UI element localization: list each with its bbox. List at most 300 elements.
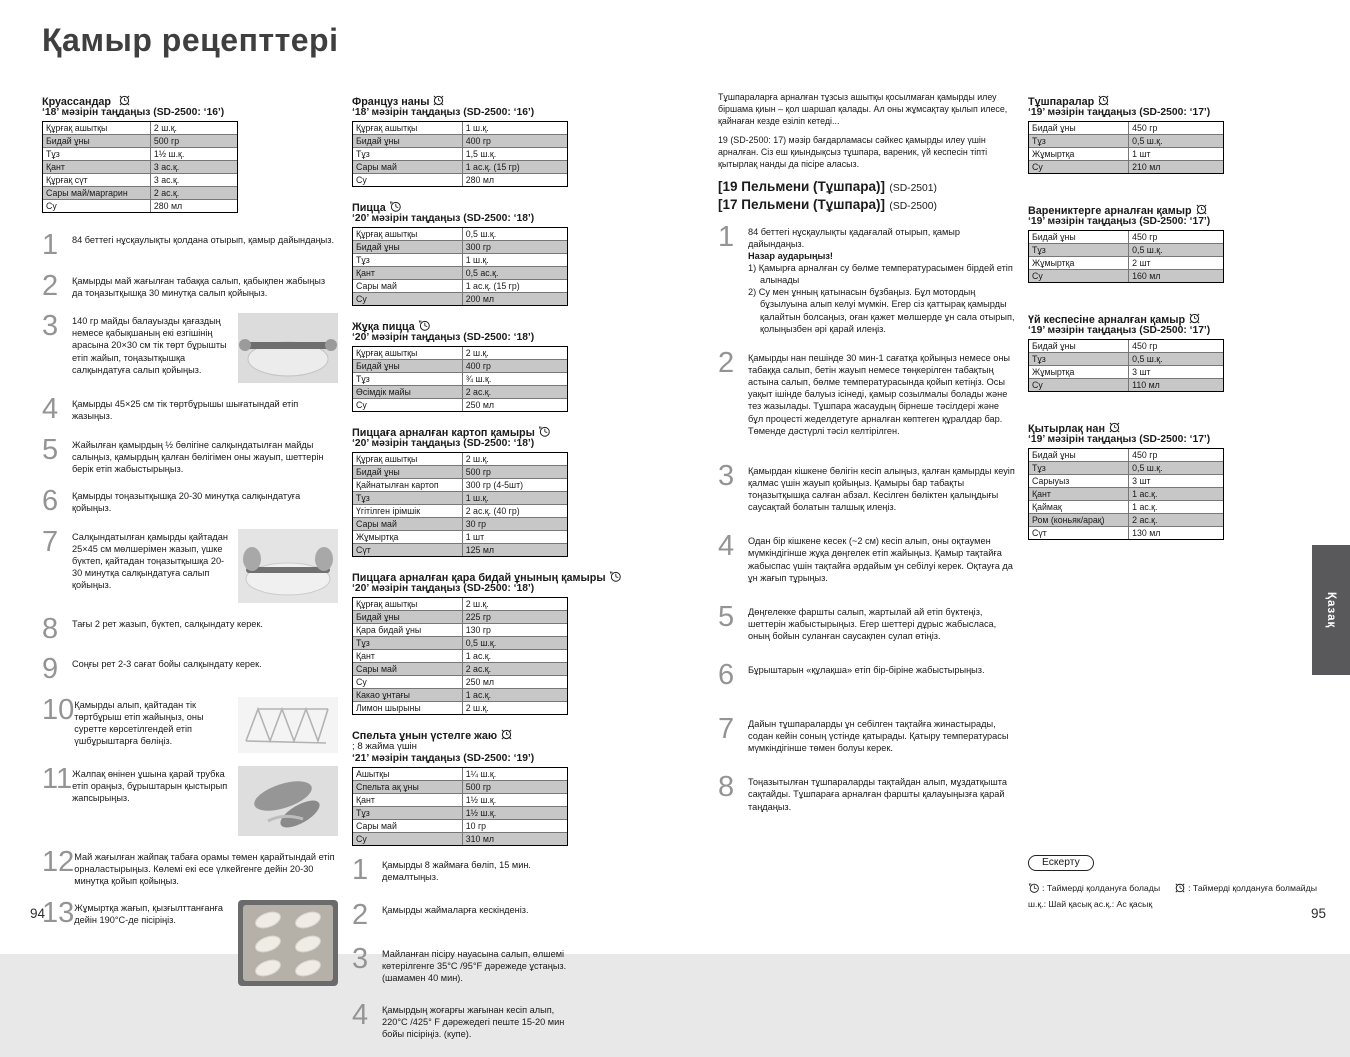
ingredient-name: Тұз: [1029, 135, 1129, 147]
ingredient-amount: 225 гр: [463, 611, 567, 623]
timer-clock-icon: [606, 568, 622, 585]
ingredient-amount: 1 ас.қ.: [1129, 488, 1223, 500]
ingredient-name: Су: [1029, 161, 1129, 173]
recipe-spelt-flatbread: [352, 726, 568, 846]
ingredient-name: Бидай ұны: [353, 466, 463, 478]
ingredient-name: Су: [353, 833, 463, 845]
no-timer-icon: [1174, 882, 1188, 894]
page-title: Қамыр рецепттері: [42, 22, 338, 59]
ingredient-amount: 1 ас.қ.: [463, 689, 567, 701]
ingredient-amount: 0,5 ш.қ.: [463, 228, 567, 240]
step-number: 4: [352, 1002, 382, 1040]
column-dumpling-doughs: [1028, 92, 1224, 567]
recipe-potato-pizza-dough: [352, 423, 568, 557]
ingredient-name: Бидай ұны: [1029, 340, 1129, 352]
step-number: 1: [42, 232, 72, 260]
ingredient-row: [1029, 134, 1223, 147]
step-number: 11: [42, 766, 72, 836]
menu-select-line: ‘20’ мәзірін таңдаңыз (SD-2500: ‘18’): [352, 438, 568, 449]
ingredient-row: [353, 832, 567, 845]
step-text: Қамырды нан пешінде 30 мин-1 сағатқа қойыңыз немесе оны табаққа салып, бетін жауып немесе төңкерілген табақтың астына салып, бөлме температурасында қойып кетіңіз. Осы уақыт ішінде балуыз ісінеді, қамыр созылмалы болады және тез жазылады. Тұшпара жасаудың бірнеше тәсілдері және бұл процесті жеделдетуге арналған көптеген құралдар бар. Төменде дәстүрлі тәсіл келтірілген.: [748, 350, 1016, 437]
croissant-step: [42, 529, 338, 603]
croissant-step: [42, 697, 338, 753]
timer-clock-icon: [535, 423, 551, 440]
ingredient-row: [353, 134, 567, 147]
recipe-pizza: [352, 198, 568, 306]
language-tab-label: Қазақ: [1325, 592, 1337, 628]
croissant-step: [42, 766, 338, 836]
ingredient-amount: 2 ш.қ.: [463, 347, 567, 359]
ingredient-row: [353, 478, 567, 491]
ingredient-name: Сары май: [353, 663, 463, 675]
ingredient-name: Қант: [43, 161, 151, 173]
ingredient-amount: 1 ш.қ.: [463, 492, 567, 504]
ingredient-name: Сары май: [353, 518, 463, 530]
ingredient-name: Жұмыртқа: [1029, 257, 1129, 269]
ingredient-amount: 1 ас.қ.: [463, 650, 567, 662]
dumpling-step: [718, 716, 1016, 754]
ingredient-amount: 2 ас.қ.: [151, 187, 237, 199]
ingredient-name: Құрғақ ашытқы: [353, 453, 463, 465]
ingredients-table: [1028, 448, 1224, 540]
ingredient-amount: 450 гр: [1129, 340, 1223, 352]
ingredient-name: Құрғақ ашытқы: [353, 598, 463, 610]
ingredient-name: Қант: [353, 267, 463, 279]
step-text: Қамырды жаймаларға кескінденіз.: [382, 902, 568, 930]
ingredient-row: [353, 636, 567, 649]
ingredient-row: [353, 173, 567, 186]
ingredient-row: [1029, 474, 1223, 487]
ingredient-amount: 160 мл: [1129, 270, 1223, 282]
ingredient-row: [353, 359, 567, 372]
ingredients-table: [1028, 230, 1224, 283]
ingredient-amount: 2 ш.қ.: [463, 453, 567, 465]
ingredient-name: Лимон шырыны: [353, 702, 463, 714]
ingredients-table: [352, 121, 568, 187]
ingredient-amount: 1½ ш.қ.: [463, 794, 567, 806]
croissant-step: [42, 849, 338, 887]
timer-clock-icon: [1028, 882, 1042, 894]
ingredient-name: Тұз: [1029, 353, 1129, 365]
ingredient-row: [353, 292, 567, 305]
ingredient-row: [353, 398, 567, 411]
ingredient-name: Сүт: [353, 544, 463, 556]
recipe-title: Спельта ұнын үстелге жаю: [352, 730, 497, 742]
menu-select-line: ‘18’ мәзірін таңдаңыз (SD-2500: ‘16’): [42, 107, 338, 118]
ingredient-amount: 1½ ш.қ.: [151, 148, 237, 160]
recipe-subtitle: ; 8 жайма үшін: [352, 741, 568, 752]
ingredient-amount: 2 ас.қ.: [463, 663, 567, 675]
ingredient-name: Тұз: [353, 373, 463, 385]
ingredient-row: [1029, 340, 1223, 352]
recipe-title: Француз наны: [352, 96, 429, 108]
ingredient-row: [353, 228, 567, 240]
ingredient-name: Су: [43, 200, 151, 212]
step-text: Қамырдың жоғарғы жағынан кесіп алып, 220°C /425° F дәрежедегі пеште 15-20 мин бойы пісіріңіз. (купе).: [382, 1002, 568, 1040]
step-number: 7: [42, 529, 72, 603]
ingredient-name: Су: [1029, 270, 1129, 282]
step-number: 3: [718, 463, 748, 514]
ingredient-row: [1029, 365, 1223, 378]
menu-select-line: ‘20’ мәзірін таңдаңыз (SD-2500: ‘18’): [352, 332, 568, 343]
ingredient-row: [353, 372, 567, 385]
step-text: Одан бір кішкене кесек (~2 см) кесіп алып, оны оқтаумен мүмкіндігінше жұқа дөңгелек етіп жайыңыз. Қамыр тақтайға жабыспас үшін тақтайға әрдайым ұн себілуі керек. Оқтауға да ұн жағып тұрыңыз.: [748, 533, 1016, 584]
step-number: 1: [718, 224, 748, 335]
ingredient-name: Бидай ұны: [353, 241, 463, 253]
recipe-title: Варениктерге арналған қамыр: [1028, 205, 1192, 217]
step-number: 3: [42, 313, 72, 383]
ingredient-amount: 250 мл: [463, 399, 567, 411]
ingredient-amount: 2 шт: [1129, 257, 1223, 269]
ingredient-name: Бидай ұны: [1029, 231, 1129, 243]
ingredient-row: [1029, 231, 1223, 243]
ingredient-name: Су: [1029, 379, 1129, 391]
ingredient-name: Сүт: [1029, 527, 1129, 539]
ingredient-row: [353, 688, 567, 701]
warning-note: 1) Қамырға арналған су бөлме температурасымен бірдей етіп алынады: [748, 262, 1016, 286]
program-header: [17 Пельмени (Тұшпара)]: [718, 197, 885, 212]
ingredient-amount: 280 мл: [151, 200, 237, 212]
step-number: 3: [352, 946, 382, 984]
ingredient-amount: 0,5 ш.қ.: [463, 637, 567, 649]
ingredient-name: Тұз: [43, 148, 151, 160]
ingredient-name: Су: [353, 676, 463, 688]
ingredient-name: Ашытқы: [353, 768, 463, 780]
column-dumplings: [718, 92, 1016, 828]
ingredient-name: Тұз: [353, 807, 463, 819]
ingredient-row: [353, 122, 567, 134]
ingredient-row: [353, 598, 567, 610]
recipe-thin-pizza: [352, 317, 568, 412]
ingredient-name: Қант: [353, 794, 463, 806]
ingredient-row: [353, 240, 567, 253]
step-text: Майланған пісіру науасына салып, өлшемі көтерілгенге 35°C /95°F дәрежеде ұстаңыз. (шамамен 40 мин).: [382, 946, 568, 984]
ingredient-amount: 310 мл: [463, 833, 567, 845]
ingredient-name: Үгітілген ірімшік: [353, 505, 463, 517]
ingredient-row: [353, 347, 567, 359]
ingredient-row: [353, 806, 567, 819]
note-block: [1028, 852, 1338, 909]
ingredient-row: [353, 517, 567, 530]
ingredient-amount: 1 ас.қ.: [1129, 501, 1223, 513]
recipe-title: Жұқа пицца: [352, 321, 415, 333]
ingredient-name: Бидай ұны: [353, 611, 463, 623]
ingredient-amount: 1 ш.қ.: [463, 122, 567, 134]
ingredient-amount: 250 мл: [463, 676, 567, 688]
step-text: Қамырды тоңазытқышқа 20-30 минутқа салқындатуға қойыңыз.: [72, 488, 338, 516]
step-text: Қамырды 45×25 см тік төртбұрышы шығатындай етіп жазыңыз.: [72, 396, 338, 424]
recipe-vareniki-dough: [1028, 201, 1224, 283]
ingredient-amount: 500 гр: [463, 781, 567, 793]
ingredient-name: Тұз: [1029, 462, 1129, 474]
ingredient-amount: 2 ш.қ.: [463, 702, 567, 714]
step-text: Қамырды алып, қайтадан тік төртбұрыш етіп жайыңыз, оны суретте көрсетілгендей етіп үшбұрыштарға бөліңіз.: [74, 697, 232, 753]
recipe-title: Қытырлақ нан: [1028, 423, 1105, 435]
ingredient-row: [353, 768, 567, 780]
ingredient-amount: 0,5 ш.қ.: [1129, 244, 1223, 256]
ingredient-row: [43, 160, 237, 173]
step-text: Бұрыштарын «құлақша» етіп бір-біріне жабыстырыңыз.: [748, 662, 1016, 690]
step-text: Қамырды май жағылған табаққа салып, қабықпен жабыңыз да тоңазытқышқа 30 минутқа салып қойыңыз.: [72, 273, 338, 301]
croissant-step: [42, 900, 338, 986]
ingredient-row: [1029, 487, 1223, 500]
recipe-tushparalar: [1028, 92, 1224, 174]
ingredient-amount: 130 гр: [463, 624, 567, 636]
recipe-title: Пиццаға арналған қара бидай ұнының қамыры: [352, 572, 606, 584]
ingredient-name: Қара бидай ұны: [353, 624, 463, 636]
ingredient-amount: 1 ш.қ.: [463, 254, 567, 266]
step-text: Жайылған қамырдың ½ бөлігіне салқындатылған майды салыңыз, қамырдың қалған бөлігімен оны жауып, шеттерін берік етіп жабыстырыңыз.: [72, 437, 338, 475]
step-number: 2: [352, 902, 382, 930]
ingredient-row: [353, 543, 567, 556]
ingredient-row: [43, 199, 237, 212]
warning-note: 2) Су мен ұнның қатынасын бұзбаңыз. Бұл мотордың бұзылуына алып келуі мүмкін. Егер сіз қаттырақ қамырды қалайтын болсаңыз, оған қажет мөлшерде ұн сала отырып, қолыңызбен әрі қарай илеңіз.: [748, 286, 1016, 335]
ingredient-amount: 3 ас.қ.: [151, 161, 237, 173]
croissant-step: [42, 656, 338, 684]
ingredient-row: [353, 649, 567, 662]
language-tab: [1312, 545, 1350, 675]
ingredient-row: [353, 160, 567, 173]
ingredient-row: [1029, 461, 1223, 474]
program-header: [19 Пельмени (Тұшпара)]: [718, 179, 885, 194]
ingredient-name: Тұз: [353, 148, 463, 160]
no-timer-icon: [497, 726, 513, 743]
ingredient-amount: 1,5 ш.қ.: [463, 148, 567, 160]
ingredient-row: [353, 279, 567, 292]
photo-triangle-cutting: [238, 697, 338, 753]
spelt-steps: [352, 857, 568, 1040]
step-number: 13: [42, 900, 74, 986]
menu-select-line: ‘19’ мәзірін таңдаңыз (SD-2500: ‘17’): [1028, 434, 1224, 445]
step-number: 12: [42, 849, 74, 887]
ingredient-amount: 500 гр: [463, 466, 567, 478]
timer-allowed-text: : Таймерді қолдануға болады: [1042, 883, 1160, 893]
timer-not-allowed-text: : Таймерді қолдануға болмайды: [1188, 883, 1317, 893]
ingredient-name: Құрғақ ашытқы: [353, 122, 463, 134]
ingredients-table: [42, 121, 238, 213]
ingredient-name: Ром (коньяк/арақ): [1029, 514, 1129, 526]
ingredient-name: Су: [353, 293, 463, 305]
ingredients-table: [352, 227, 568, 306]
ingredient-row: [1029, 122, 1223, 134]
croissant-step: [42, 313, 338, 383]
step-number: 7: [718, 716, 748, 754]
ingredient-row: [1029, 256, 1223, 269]
ingredient-row: [43, 122, 237, 134]
ingredient-row: [353, 662, 567, 675]
dumpling-step: [718, 774, 1016, 812]
ingredient-name: Сарыуыз: [1029, 475, 1129, 487]
step-text: Жұмыртқа жағып, қызғылттанғанға дейін 190°C-де пісіріңіз.: [74, 900, 232, 986]
ingredient-amount: 2 ас.қ. (40 гр): [463, 505, 567, 517]
ingredient-row: [43, 147, 237, 160]
menu-select-line: ‘21’ мәзірін таңдаңыз (SD-2500: ‘19’): [352, 753, 568, 764]
step-number: 9: [42, 656, 72, 684]
ingredient-name: Қаймақ: [1029, 501, 1129, 513]
step-number: 8: [42, 616, 72, 644]
ingredient-amount: 1 ас.қ. (15 гр): [463, 280, 567, 292]
ingredient-amount: 210 мл: [1129, 161, 1223, 173]
menu-select-line: ‘18’ мәзірін таңдаңыз (SD-2500: ‘16’): [352, 107, 568, 118]
recipe-title: Тұшпаралар: [1028, 96, 1094, 108]
ingredient-row: [1029, 352, 1223, 365]
ingredient-amount: 0,5 ш.қ.: [1129, 135, 1223, 147]
ingredient-name: Сары май/маргарин: [43, 187, 151, 199]
step-text: Жалпақ өнінен ұшына қарай трубка етіп ораңыз, бұрыштарын қыстырып жапсырыңыз.: [72, 766, 232, 836]
ingredient-row: [43, 186, 237, 199]
ingredient-amount: 10 гр: [463, 820, 567, 832]
step-text: Дайын тұшпараларды ұн себілген тақтайға жинастырады, содан кейін соның үстінде қатырады. Қатыру температурасы мүмкіндігінше төмен болуы керек.: [748, 716, 1016, 754]
step-text: Салқындатылған қамырды қайтадан 25×45 см мөлшерімен жазып, үшке бүктеп, қайтадан тоңазытқышқа 20-30 минутқа салқындатуға салып қойыңыз.: [72, 529, 232, 603]
step-text: Қамырдан кішкене бөлігін кесіп алыңыз, қалған қамырды кеуіп қалмас үшін жауып қойыңыз. Қамыры бар табақты тоңазытқышқа салған абзал. Кесілген бөліктен қалыңдығы саусақтай болатын талшық илеңіз.: [748, 463, 1016, 514]
page-number-right: 95: [1311, 906, 1326, 921]
step-number: 1: [352, 857, 382, 885]
step-text: Дөңгелекке фаршты салып, жартылай ай етіп бүктеңіз, шеттерін жабыстырыңыз. Егер шеттері дұрыс жабысласа, оның бойын суланған саусақпен сулап өтіңіз.: [748, 604, 1016, 642]
ingredient-amount: 400 гр: [463, 135, 567, 147]
step-number: 6: [42, 488, 72, 516]
ingredient-amount: 3 ас.қ.: [151, 174, 237, 186]
ingredient-row: [353, 623, 567, 636]
ingredient-row: [353, 793, 567, 806]
ingredient-name: Тұз: [353, 637, 463, 649]
ingredient-amount: 450 гр: [1129, 122, 1223, 134]
step-number: 10: [42, 697, 74, 753]
step-number: 4: [42, 396, 72, 424]
column-croissants: [42, 92, 338, 999]
ingredients-table: [352, 346, 568, 412]
ingredient-name: Тұз: [353, 254, 463, 266]
ingredient-row: [353, 610, 567, 623]
step-text: 140 гр майды балауызды қағаздың немесе қабықшаның екі езгішінің арасына 20×30 см тік төрт бұрышты етіп жайып, тоңазытқышқа салқындатуға салып қойыңыз.: [72, 313, 232, 383]
ingredient-amount: 1 шт: [463, 531, 567, 543]
ingredient-row: [43, 134, 237, 147]
ingredient-name: Қант: [1029, 488, 1129, 500]
dumpling-step: [718, 662, 1016, 690]
ingredient-row: [353, 819, 567, 832]
intro-paragraph: 19 (SD-2500: 17) мәзір бағдарламасы сәйкес қамырды илеу үшін арналған. Сіз еш қиындықсыз тұшпара, вареник, үй кеспесін тіпті қытырлақ нанды да пісіре аласыз.: [718, 135, 1016, 171]
ingredient-amount: 0,5 ш.қ.: [1129, 462, 1223, 474]
recipe-title: Пиццаға арналған картоп қамыры: [352, 427, 535, 439]
dumpling-step: [718, 350, 1016, 437]
step-text: 84 беттегі нұсқаулықты қолдана отырып, қамыр дайындаңыз.: [72, 232, 338, 260]
ingredient-amount: 450 гр: [1129, 231, 1223, 243]
step-text: Тоңазытылған тұшпараларды тақтайдан алып, мұздатқышта сақтайды. Тұшпараға арналған фаршты қалауыңызға қарай таңдаңыз.: [748, 774, 1016, 812]
ingredient-amount: 450 гр: [1129, 449, 1223, 461]
croissant-step: [42, 437, 338, 475]
dumpling-step: [718, 224, 1016, 335]
ingredient-amount: 125 мл: [463, 544, 567, 556]
ingredient-row: [1029, 526, 1223, 539]
recipe-title: Круассандар: [42, 96, 111, 108]
croissant-step: [42, 232, 338, 260]
warning-title: Назар аударыңыз!: [748, 250, 1016, 262]
note-label: Ескерту: [1028, 855, 1094, 871]
ingredient-row: [1029, 160, 1223, 173]
ingredient-row: [353, 675, 567, 688]
recipe-rye-pizza-dough: [352, 568, 568, 715]
ingredient-amount: 0,5 ш.қ.: [1129, 353, 1223, 365]
step-text: Қамырды 8 жаймаға бөліп, 15 мин. демалтыңыз.: [382, 857, 568, 885]
abbreviations: ш.қ.: Шай қасық ас.қ.: Ас қасық: [1028, 899, 1338, 909]
ingredient-row: [353, 780, 567, 793]
program-model: (SD-2500): [889, 201, 937, 212]
ingredient-row: [1029, 500, 1223, 513]
menu-select-line: ‘20’ мәзірін таңдаңыз (SD-2500: ‘18’): [352, 213, 568, 224]
ingredient-name: Тұз: [1029, 244, 1129, 256]
photo-hand-rolling: [238, 766, 338, 836]
ingredient-name: Спельта ақ ұны: [353, 781, 463, 793]
ingredient-row: [353, 530, 567, 543]
ingredient-amount: 2 ас.қ.: [463, 386, 567, 398]
ingredient-amount: 1 шт: [1129, 148, 1223, 160]
croissant-step: [42, 616, 338, 644]
ingredient-name: Су: [353, 399, 463, 411]
ingredient-amount: 300 гр (4-5шт): [463, 479, 567, 491]
step-text: Соңғы рет 2-3 сағат бойы салқындату керек.: [72, 656, 338, 684]
ingredient-name: Қант: [353, 650, 463, 662]
ingredients-table: [352, 597, 568, 715]
ingredient-row: [1029, 243, 1223, 256]
menu-select-line: ‘19’ мәзірін таңдаңыз (SD-2500: ‘17’): [1028, 107, 1224, 118]
ingredient-name: Өсімдік майы: [353, 386, 463, 398]
ingredients-table: [1028, 339, 1224, 392]
ingredient-amount: 2 ас.қ.: [1129, 514, 1223, 526]
ingredient-amount: 1 ас.қ. (15 гр): [463, 161, 567, 173]
ingredient-row: [353, 491, 567, 504]
ingredient-amount: 2 ш.қ.: [151, 122, 237, 134]
dumpling-step: [718, 604, 1016, 642]
ingredient-amount: 3 шт: [1129, 475, 1223, 487]
ingredient-amount: 2 ш.қ.: [463, 598, 567, 610]
ingredient-name: Жұмыртқа: [1029, 148, 1129, 160]
ingredient-name: Құрғақ ашытқы: [353, 228, 463, 240]
intro-paragraph: Тұшпараларға арналған тұзсыз ашытқы қосылмаған қамырды илеу біршама қиын – қол шаршап қалады. Ал оны жұмсақтау қылып илесе, қайнаған кезде езіліп кетеді...: [718, 92, 1016, 128]
ingredient-name: Құрғақ ашытқы: [43, 122, 151, 134]
step-text: 84 беттегі нұсқаулықты қадағалай отырып, қамыр дайындаңыз.: [748, 226, 1016, 250]
ingredient-row: [353, 253, 567, 266]
dumpling-step: [718, 463, 1016, 514]
ingredient-name: Құрғақ сүт: [43, 174, 151, 186]
ingredient-row: [353, 504, 567, 517]
ingredient-amount: 30 гр: [463, 518, 567, 530]
ingredient-amount: 280 мл: [463, 174, 567, 186]
step-text: Тағы 2 рет жазып, бүктеп, салқындату керек.: [72, 616, 338, 644]
ingredient-row: [353, 701, 567, 714]
croissant-step: [42, 273, 338, 301]
ingredient-amount: ¾ ш.қ.: [463, 373, 567, 385]
ingredient-row: [353, 266, 567, 279]
menu-select-line: ‘19’ мәзірін таңдаңыз (SD-2500: ‘17’): [1028, 325, 1224, 336]
recipe-title: Үй кеспесіне арналған қамыр: [1028, 314, 1185, 326]
column-breads-pizza: [352, 92, 568, 1057]
ingredient-name: Бидай ұны: [353, 360, 463, 372]
ingredient-name: Жұмыртқа: [1029, 366, 1129, 378]
ingredient-row: [43, 173, 237, 186]
step-number: 5: [42, 437, 72, 475]
croissant-step: [42, 396, 338, 424]
step-number: 4: [718, 533, 748, 584]
ingredient-name: Қайнатылған картоп: [353, 479, 463, 491]
photo-croissant-tray: [238, 900, 338, 986]
ingredients-table: [352, 452, 568, 557]
ingredient-row: [1029, 449, 1223, 461]
ingredient-row: [1029, 513, 1223, 526]
croissant-step: [42, 488, 338, 516]
ingredient-amount: 1½ ш.қ.: [463, 807, 567, 819]
ingredient-name: Бидай ұны: [1029, 122, 1129, 134]
photo-butter-rolling: [238, 313, 338, 383]
menu-select-line: ‘19’ мәзірін таңдаңыз (SD-2500: ‘17’): [1028, 216, 1224, 227]
